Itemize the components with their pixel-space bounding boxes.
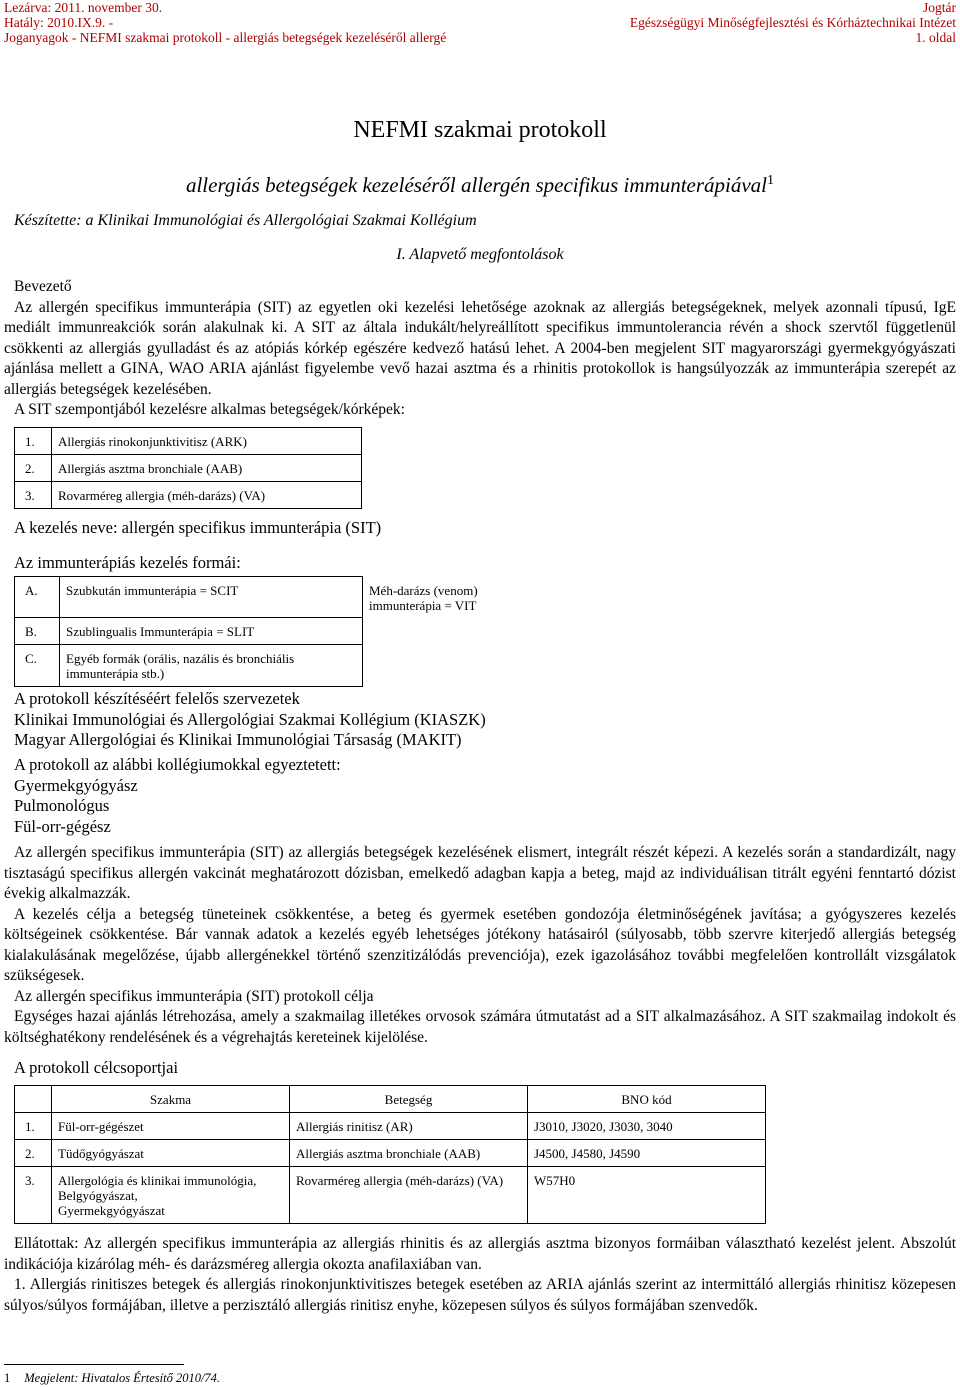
disease-label: Rovarméreg allergia (méh-darázs) (VA) [52,482,362,509]
footnote-number: 1 [4,1371,11,1385]
document-title: NEFMI szakmai protokoll [353,117,607,143]
disease-label: Allergiás asztma bronchiale (AAB) [52,455,362,482]
code-cell: J4500, J4580, J4590 [528,1140,766,1167]
table-header-row [15,1086,766,1113]
form-label: Szublingualis Immunterápia = SLIT [60,618,363,645]
table-row [15,577,581,618]
intro-paragraph: Az allergén specifikus immunterápia (SIT) az egyetlen oki kezelési lehetősége azoknak az allergiás betegségeknek, melyek azonnali típusú, IgE mediált immunreakciók során alakulnak ki. A SIT az általa indukált/helyreállított specifikus immuntolerancia révén a shock szervtől függetlenül csökkenti az allergiás gyulladást és az atópiás kórkép egészére kedvező hatású lehet. A 2004-ben megjelent SIT magyarországi gyermekgyógyászati ajánlása mellett a GINA, WAO ARIA ajánlást figyelembe vevő hazai asztma és a rhinitis protokollok is hangsúlyozzák az immunterápia szerepét az allergiás betegségek kezelésében. [4,298,956,398]
venom-line2: immunterápia = VIT [369,597,477,613]
specialty-cell: Fül-orr-gégészet [52,1113,290,1140]
institute-name: Egészségügyi Minőségfejlesztési és Kórháztechnikai Intézet [629,15,956,30]
table-row [15,482,362,509]
header-cell [15,1086,52,1113]
venom-line1: Méh-darázs (venom) [369,582,478,598]
header-cell: Betegség [290,1086,528,1113]
target-heading: A protokoll célcsoportjai [14,1058,179,1077]
footnote-divider [4,1364,184,1365]
form-letter: A. [15,577,60,618]
suitable-heading: A SIT szempontjából kezelésre alkalmas betegségek/kórképek: [14,401,405,418]
paragraph: Ellátottak: Az allergén specifikus immunterápia az allergiás rhinitis és az allergiás asztma bizonyos formáiban választható kezelést jelent. Abszolút indikációja kizárólag méh- és darázsméreg allergia okozta anafilaxiában van. [4,1235,956,1273]
forms-table [14,576,580,687]
specialty-cell [52,1167,290,1224]
paragraph: A kezelés célja a betegség tüneteinek csökkentése, a beteg és gyermek esetében gondozója életminőségének javítása; a gyógyszeres kezelés költségeinek csökkentése. Bár vannak adatok a kezelés egyéb lehetséges jótékony hatásairól (súlyosabb, több szervre kiterjedő allergiás betegség kialakulásának megelőzése, újabb allergénekkel történő szenzitizálódás prevenciója), ezek igazolásához további megfelelően kontrollált vizsgálatok szükségesek. [4,905,956,984]
table-row [15,645,581,687]
row-number: 3. [15,482,52,509]
college-line: Pulmonológus [14,796,110,815]
document-path: Joganyagok - NEFMI szakmai protokoll - allergiás betegségek kezeléséről allergé [4,30,447,45]
prepared-by: Készítette: a Klinikai Immunológiai és Allergológiai Szakmai Kollégium [14,212,477,229]
college-line: Fül-orr-gégész [14,816,111,836]
target-table [14,1085,766,1224]
disease-cell: Allergiás rinitisz (AR) [290,1113,528,1140]
row-number: 1. [15,1113,52,1140]
form-label: Egyéb formák (orális, nazális és bronchiális immunterápia stb.) [60,645,363,687]
paragraph: 1. Allergiás rinitiszes betegek és allergiás rinokonjunktivitiszes betegek esetében az ARIA ajánlás szerint az intermittáló allergiás rhinitisz közepesen súlyos/súlyos formájában, illetve a perzisztáló allergiás rinitisz enyhe, közepesen súlyos és súlyos formájában szenvedők. [4,1276,956,1314]
form-extra [363,577,581,618]
specialty-line: Gyermekgyógyászat [58,1203,165,1218]
college-line: Gyermekgyógyász [14,775,138,795]
paragraph: Az allergén specifikus immunterápia (SIT) az allergiás betegségek kezelésének elismert, integrált részét képezi. A kezelés során a standardizált, nagy tisztaságú specifikus allergén vakcinát meghatározott dózisban, emelkedő adagban kapja a beteg, majd az individuálisan titrált egyéni fenntartó dózist évekig alkalmazzák. [4,844,956,902]
footnote-ref: 1 [767,173,775,188]
goal-heading: Az allergén specifikus immunterápia (SIT) protokoll célja [14,987,374,1005]
organization-line: Magyar Allergológiai és Klinikai Immunológiai Társaság (MAKIT) [14,730,462,749]
intro-heading: Bevezető [14,278,72,295]
source-name: Jogtár [923,0,956,15]
row-number: 2. [15,455,52,482]
code-cell: W57H0 [528,1167,766,1224]
form-letter: B. [15,618,60,645]
table-row [15,1167,766,1224]
page-header-left [4,0,446,45]
colleges-block [14,755,960,837]
subtitle-text: allergiás betegségek kezeléséről allergén specifikus immunterápiával [185,173,768,197]
section-heading: I. Alapvető megfontolások [396,246,564,263]
row-number: 3. [15,1167,52,1224]
empty-cell [363,645,581,687]
table-row [15,428,362,455]
intro-section [4,277,956,421]
treatment-name: A kezelés neve: allergén specifikus immunterápia (SIT) [14,518,382,537]
disease-cell: Allergiás asztma bronchiale (AAB) [290,1140,528,1167]
header-cell: BNO kód [528,1086,766,1113]
table-row [15,618,581,645]
page-header-right [630,0,956,45]
specialty-cell: Tüdőgyógyászat [52,1140,290,1167]
organizations-heading: A protokoll készítéséért felelős szervezetek [14,689,300,708]
table-row [15,455,362,482]
footnote-text: Megjelent: Hivatalos Értesítő 2010/74. [24,1371,221,1385]
disease-table [14,427,362,509]
row-number: 1. [15,428,52,455]
forms-heading: Az immunterápiás kezelés formái: [14,553,241,572]
closing-section [4,1234,956,1316]
footnote [4,1371,220,1386]
effective-date: Hatály: 2010.IX.9. - [4,15,114,30]
document-subtitle [0,173,960,198]
row-number: 2. [15,1140,52,1167]
closed-date: Lezárva: 2011. november 30. [4,0,163,15]
organization-line: Klinikai Immunológiai és Allergológiai Szakmai Kollégium (KIASZK) [14,709,486,729]
colleges-heading: A protokoll az alábbi kollégiumokkal egyeztetett: [14,755,341,774]
code-cell: J3010, J3020, J3030, 3040 [528,1113,766,1140]
specialty-line: Belgyógyászat, [58,1188,138,1203]
organizations-block [14,689,960,751]
paragraph: Egységes hazai ajánlás létrehozása, amely a szakmailag illetékes orvosok számára útmutatást ad a SIT alkalmazásához. A SIT szakmailag indokolt és költséghatékony rendelésének és a végrehajtás kereteinek kijelölése. [4,1008,956,1046]
specialty-line: Allergológia és klinikai immunológia, [58,1173,257,1188]
form-label: Szubkután immunterápia = SCIT [60,577,363,618]
disease-cell: Rovarméreg allergia (méh-darázs) (VA) [290,1167,528,1224]
page-number: 1. oldal [915,30,956,45]
table-row [15,1140,766,1167]
disease-label: Allergiás rinokonjunktivitisz (ARK) [52,428,362,455]
header-cell: Szakma [52,1086,290,1113]
form-letter: C. [15,645,60,687]
body-section [4,843,956,1048]
empty-cell [363,618,581,645]
table-row [15,1113,766,1140]
